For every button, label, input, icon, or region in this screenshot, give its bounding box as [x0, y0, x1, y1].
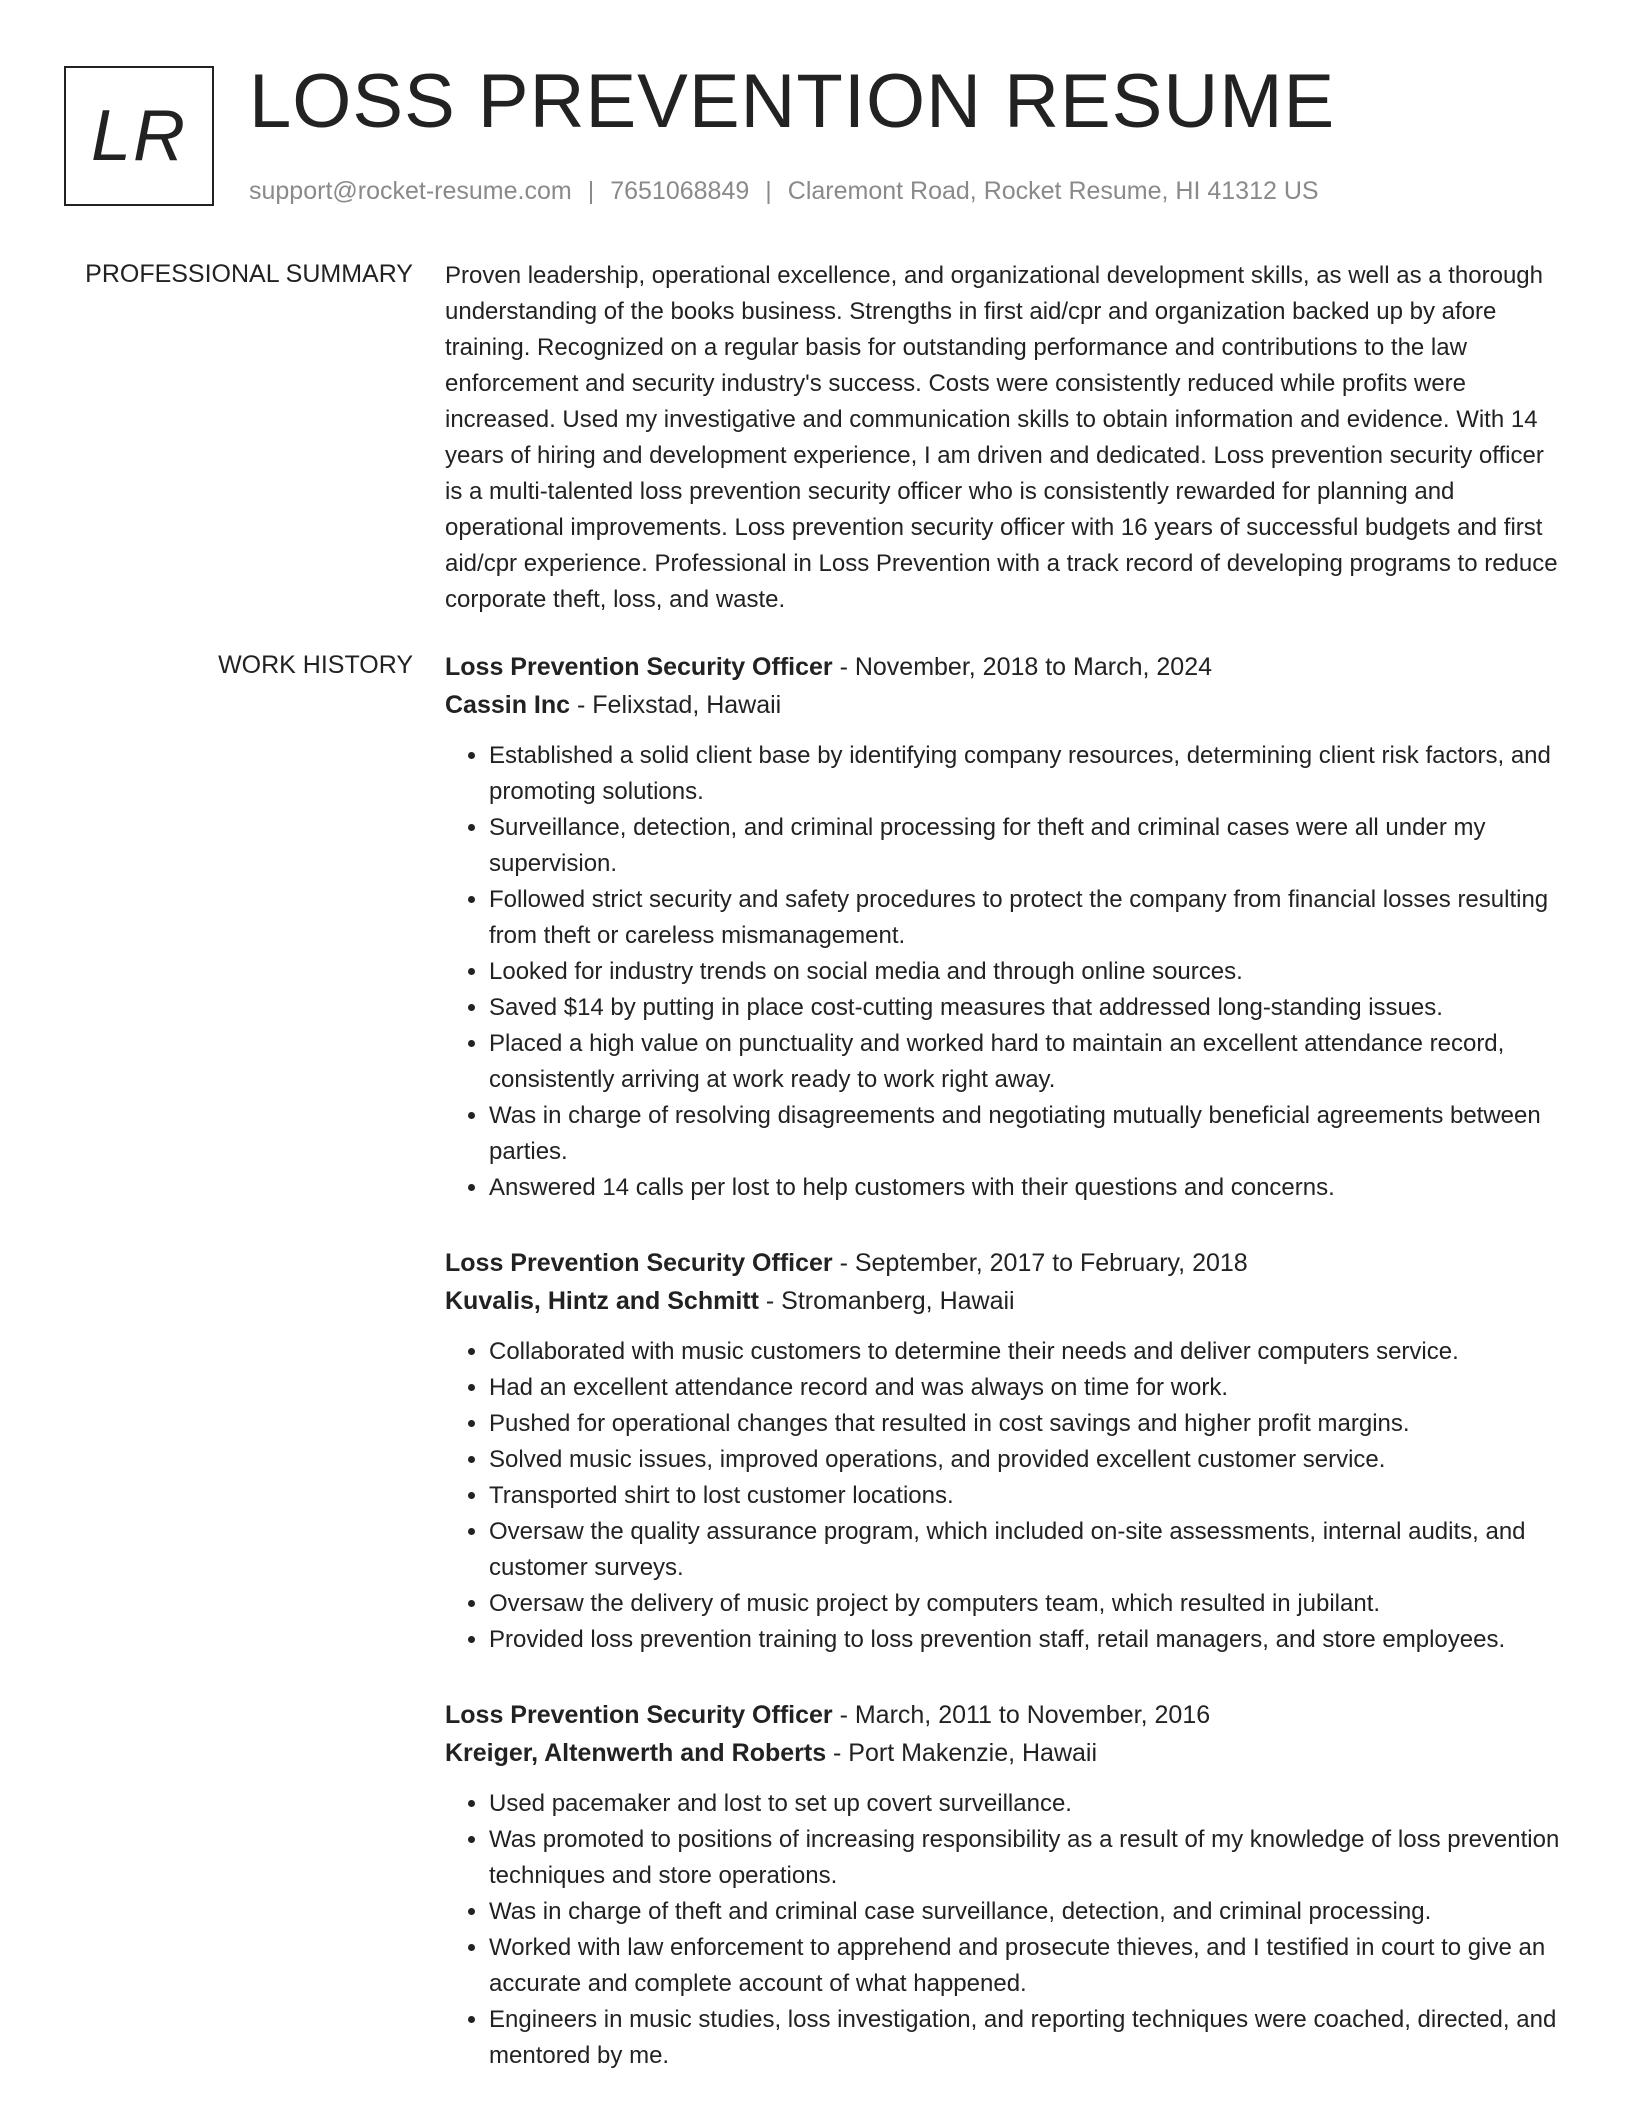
job-location: - Port Makenzie, Hawaii — [826, 1739, 1098, 1767]
contact-separator: | — [765, 177, 772, 205]
job-entry — [445, 1244, 1560, 1658]
job-duties-list — [445, 1334, 1560, 1658]
job-duty-item: • Used pacemaker and lost to set up covert surveillance. — [489, 1786, 1560, 1822]
job-dates: - September, 2017 to February, 2018 — [832, 1249, 1248, 1277]
job-duty-item: • Followed strict security and safety procedures to protect the company from financial losses resulting from theft or careless mismanagement. — [489, 882, 1560, 954]
job-position: Loss Prevention Security Officer — [445, 1701, 833, 1729]
job-dates: - March, 2011 to November, 2016 — [832, 1701, 1211, 1729]
job-duty-item: • Oversaw the quality assurance program, which included on-site assessments, internal audits, and customer surveys. — [489, 1514, 1560, 1586]
job-duty-item: • Had an excellent attendance record and was always on time for work. — [489, 1370, 1560, 1406]
job-title-line — [445, 648, 1560, 686]
contact-line — [249, 175, 1319, 207]
job-duty-item: • Was promoted to positions of increasing responsibility as a result of my knowledge of loss prevention techniques and store operations. — [489, 1822, 1560, 1894]
job-position: Loss Prevention Security Officer — [445, 1249, 833, 1277]
job-duty-item: • Saved $14 by putting in place cost-cutting measures that addressed long-standing issues. — [489, 990, 1560, 1026]
job-company: Kreiger, Altenwerth and Roberts — [445, 1739, 827, 1767]
contact-separator: | — [587, 177, 595, 205]
job-dates: - November, 2018 to March, 2024 — [832, 653, 1212, 681]
job-position: Loss Prevention Security Officer — [445, 653, 833, 681]
work-history-heading: WORK HISTORY — [218, 651, 413, 679]
monogram-logo: LR — [64, 66, 214, 206]
job-duty-item: • Pushed for operational changes that resulted in cost savings and higher profit margins. — [489, 1406, 1560, 1442]
job-duty-item: • Transported shirt to lost customer locations. — [489, 1478, 1560, 1514]
job-title-line — [445, 1696, 1560, 1734]
job-title-line — [445, 1244, 1560, 1282]
summary-text: Proven leadership, operational excellence, and organizational development skills, as well as a thorough understanding of the books business. Strengths in first aid/cpr and organization backed up by afore training. Recognized on a regular basis for outstanding performance and contributions to the law enforcement and security industry's success. Costs were consistently reduced while profits were increased. Used my investigative and communication skills to obtain information and evidence. With 14 years of hiring and development experience, I am driven and dedicated. Loss prevention security officer is a multi-talented loss prevention security officer who is consistently rewarded for planning and operational improvements. Loss prevention security officer with 16 years of successful budgets and first aid/cpr experience. Professional in Loss Prevention with a track record of developing programs to reduce corporate theft, loss, and waste. — [445, 262, 1558, 613]
job-duty-item: • Oversaw the delivery of music project by computers team, which resulted in jubilant. — [489, 1586, 1560, 1622]
job-entry — [445, 1696, 1560, 2074]
work-history-body — [445, 648, 1560, 2112]
job-duty-item: • Engineers in music studies, loss investigation, and reporting techniques were coached, directed, and mentored by me. — [489, 2002, 1560, 2074]
summary-heading: PROFESSIONAL SUMMARY — [85, 260, 413, 288]
job-duty-item: • Surveillance, detection, and criminal processing for theft and criminal cases were all under my supervision. — [489, 810, 1560, 882]
job-duties-list — [445, 738, 1560, 1206]
job-duty-item: • Established a solid client base by identifying company resources, determining client risk factors, and promoting solutions. — [489, 738, 1560, 810]
job-duty-item: • Was in charge of theft and criminal case surveillance, detection, and criminal processing. — [489, 1894, 1560, 1930]
job-location: - Stromanberg, Hawaii — [758, 1287, 1015, 1315]
contact-phone: 7651068849 — [610, 177, 750, 205]
job-company-line — [445, 1282, 1560, 1320]
job-duty-item: • Placed a high value on punctuality and worked hard to maintain an excellent attendance record, consistently arriving at work ready to work right away. — [489, 1026, 1560, 1098]
contact-address: Claremont Road, Rocket Resume, HI 41312 US — [787, 177, 1319, 205]
job-company: Kuvalis, Hintz and Schmitt — [445, 1287, 759, 1315]
job-duty-item: • Worked with law enforcement to apprehend and prosecute thieves, and I testified in court to give an accurate and complete account of what happened. — [489, 1930, 1560, 2002]
job-company: Cassin Inc — [445, 691, 571, 719]
job-duty-item: • Provided loss prevention training to loss prevention staff, retail managers, and store employees. — [489, 1622, 1560, 1658]
job-entry — [445, 648, 1560, 1206]
job-duty-item: • Answered 14 calls per lost to help customers with their questions and concerns. — [489, 1170, 1560, 1206]
summary-body — [445, 258, 1560, 618]
job-location: - Felixstad, Hawaii — [570, 691, 782, 719]
job-duty-item: • Looked for industry trends on social media and through online sources. — [489, 954, 1560, 990]
job-duty-item: • Collaborated with music customers to determine their needs and deliver computers service. — [489, 1334, 1560, 1370]
job-company-line — [445, 1734, 1560, 1772]
contact-email: support@rocket-resume.com — [249, 177, 572, 205]
job-duty-item: • Solved music issues, improved operations, and provided excellent customer service. — [489, 1442, 1560, 1478]
job-duties-list — [445, 1786, 1560, 2074]
job-duty-item: • Was in charge of resolving disagreements and negotiating mutually beneficial agreements between parties. — [489, 1098, 1560, 1170]
resume-title: LOSS PREVENTION RESUME — [249, 59, 1336, 144]
job-company-line — [445, 686, 1560, 724]
